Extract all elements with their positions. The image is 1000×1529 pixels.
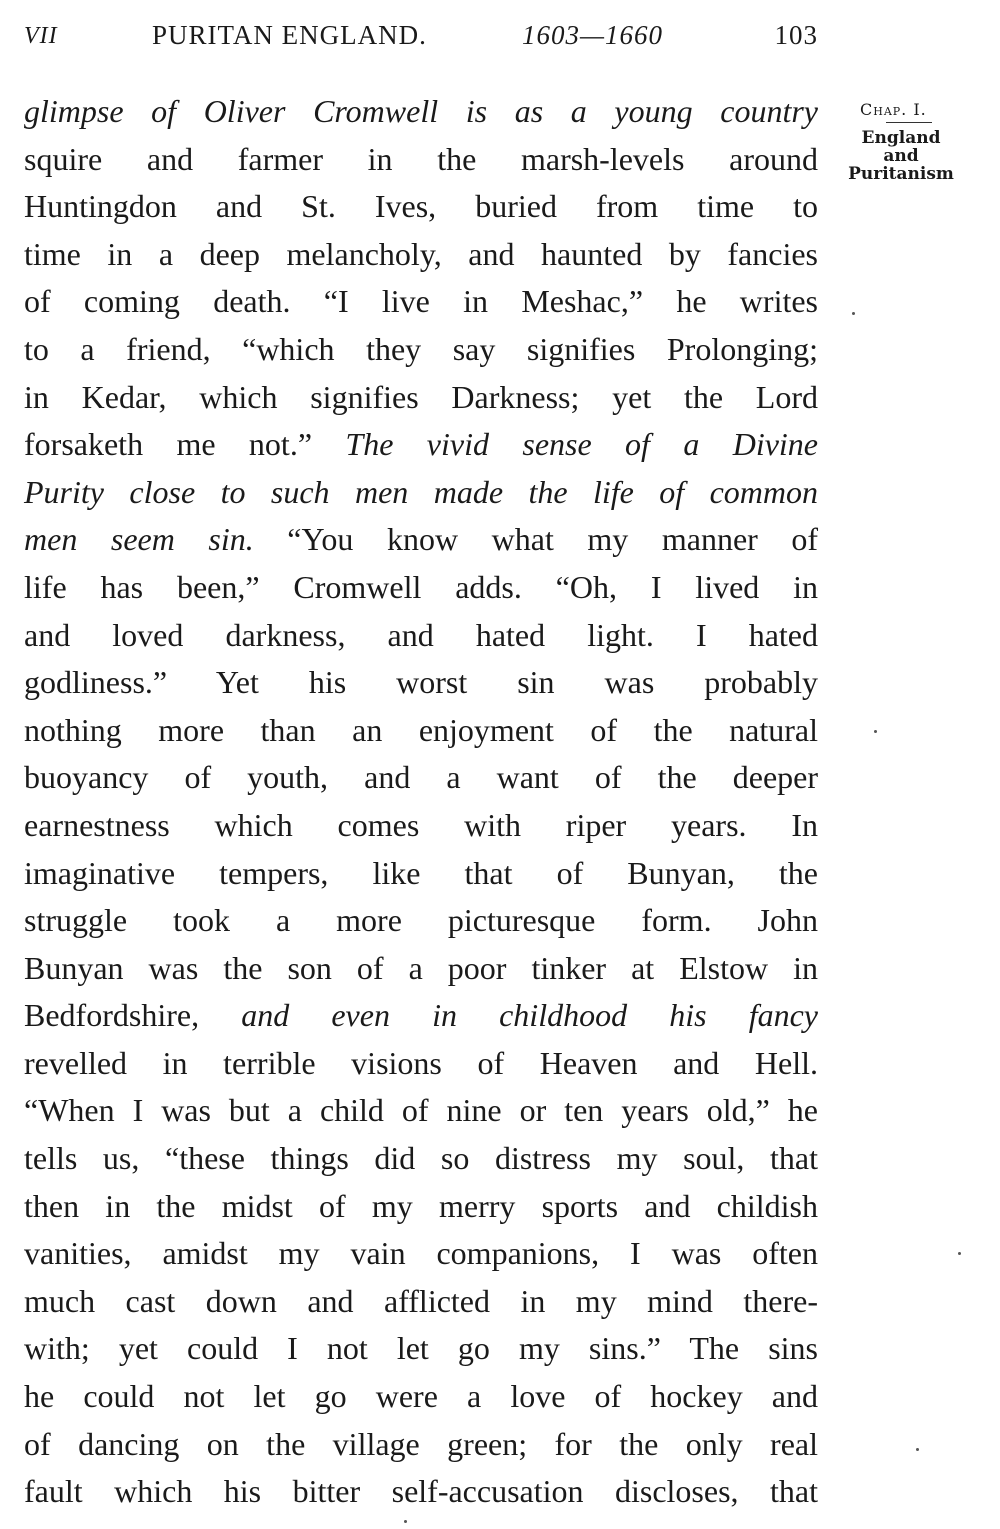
text-run: imaginative tempers, like that of Bunyan, the	[24, 854, 818, 891]
text-run: revelled in terrible visions of Heaven and Hell.	[24, 1044, 818, 1081]
text-line	[24, 850, 818, 898]
italic-text-run: and even in childhood his fancy	[241, 997, 819, 1034]
book-title: PURITAN ENGLAND.	[152, 20, 427, 50]
text-run: fault which his bitter self-accusation discloses, that	[24, 1473, 818, 1510]
text-run: “When I was but a child of nine or ten years old,” he	[24, 1092, 818, 1129]
text-run: in Kedar, which signifies Darkness; yet the Lord	[24, 378, 818, 415]
text-run: time in a deep melancholy, and haunted by fancies	[24, 235, 818, 272]
text-line	[24, 374, 818, 422]
text-run: vanities, amidst my vain companions, I was often	[24, 1235, 818, 1272]
margin-note-heading-line2: and	[883, 146, 919, 166]
text-line	[24, 1325, 818, 1373]
text-run: he could not let go were a love of hockey and	[24, 1378, 818, 1415]
text-run: godliness.” Yet his worst sin was probably	[24, 664, 818, 701]
text-run: of dancing on the village green; for the only real	[24, 1425, 818, 1462]
text-run: with; yet could I not let go my sins.” The sins	[24, 1330, 818, 1367]
text-line	[24, 231, 818, 279]
margin-note-rule	[886, 122, 932, 123]
text-line	[24, 278, 818, 326]
text-line	[24, 992, 818, 1040]
text-run: Huntingdon and St. Ives, buried from time to	[24, 188, 818, 225]
text-line	[24, 945, 818, 993]
text-run: Bedfordshire,	[24, 997, 242, 1034]
body-text	[24, 88, 818, 1516]
text-run: nothing more than an enjoyment of the natural	[24, 711, 818, 748]
text-run: struggle took a more picturesque form. John	[24, 902, 818, 939]
date-range: 1603—1660	[522, 20, 664, 50]
print-speck	[404, 1520, 407, 1523]
text-line	[24, 421, 818, 469]
text-run: to a friend, “which they say signifies Prolonging;	[24, 330, 818, 367]
text-run: earnestness which comes with riper years. In	[24, 806, 818, 843]
italic-text-run: glimpse of Oliver Cromwell is as a young country	[24, 93, 818, 129]
text-line	[24, 707, 818, 755]
text-run: forsaketh me not.”	[24, 426, 346, 463]
text-line	[24, 1135, 818, 1183]
text-run: Bunyan was the son of a poor tinker at Elstow in	[24, 949, 818, 986]
text-run: and loved darkness, and hated light. I hated	[24, 616, 818, 653]
running-head	[24, 20, 818, 56]
text-line	[24, 897, 818, 945]
text-line	[24, 469, 818, 517]
text-line	[24, 183, 818, 231]
chapter-number: VII	[24, 23, 58, 49]
text-line	[24, 1468, 818, 1516]
text-line	[24, 612, 818, 660]
text-line	[24, 136, 818, 184]
text-run: tells us, “these things did so distress my soul, that	[24, 1140, 818, 1177]
print-speck	[916, 1448, 919, 1451]
text-line	[24, 754, 818, 802]
text-run: much cast down and afflicted in my mind there-	[24, 1282, 818, 1319]
text-run: buoyancy of youth, and a want of the deeper	[24, 759, 818, 796]
print-speck	[874, 730, 877, 733]
text-line	[24, 1183, 818, 1231]
text-line	[24, 326, 818, 374]
text-line	[24, 564, 818, 612]
text-run: of coming death. “I live in Meshac,” he writes	[24, 283, 818, 320]
print-speck	[958, 1252, 961, 1255]
text-line	[24, 88, 818, 136]
print-speck	[852, 312, 855, 315]
text-line	[24, 659, 818, 707]
margin-note-heading-line1: England	[861, 128, 941, 148]
text-run: life has been,” Cromwell adds. “Oh, I lived in	[24, 568, 818, 605]
italic-text-run: men seem sin.	[24, 521, 254, 558]
italic-text-run: The vivid sense of a Divine	[345, 426, 819, 463]
text-line	[24, 802, 818, 850]
text-line	[24, 1421, 818, 1469]
text-line	[24, 1087, 818, 1135]
italic-text-run: Purity close to such men made the life of common	[24, 473, 818, 510]
text-run: squire and farmer in the marsh-levels around	[24, 140, 818, 177]
text-line	[24, 1373, 818, 1421]
text-run: “You know what my manner of	[253, 521, 819, 558]
text-line	[24, 1278, 818, 1326]
margin-note	[826, 100, 976, 183]
text-run: then in the midst of my merry sports and childish	[24, 1187, 818, 1224]
margin-note-chapter: Chap. I.	[860, 100, 927, 119]
page-number: 103	[774, 20, 818, 50]
margin-note-heading-line3: Puritanism	[848, 164, 954, 184]
text-line	[24, 516, 818, 564]
text-line	[24, 1230, 818, 1278]
text-line	[24, 1040, 818, 1088]
